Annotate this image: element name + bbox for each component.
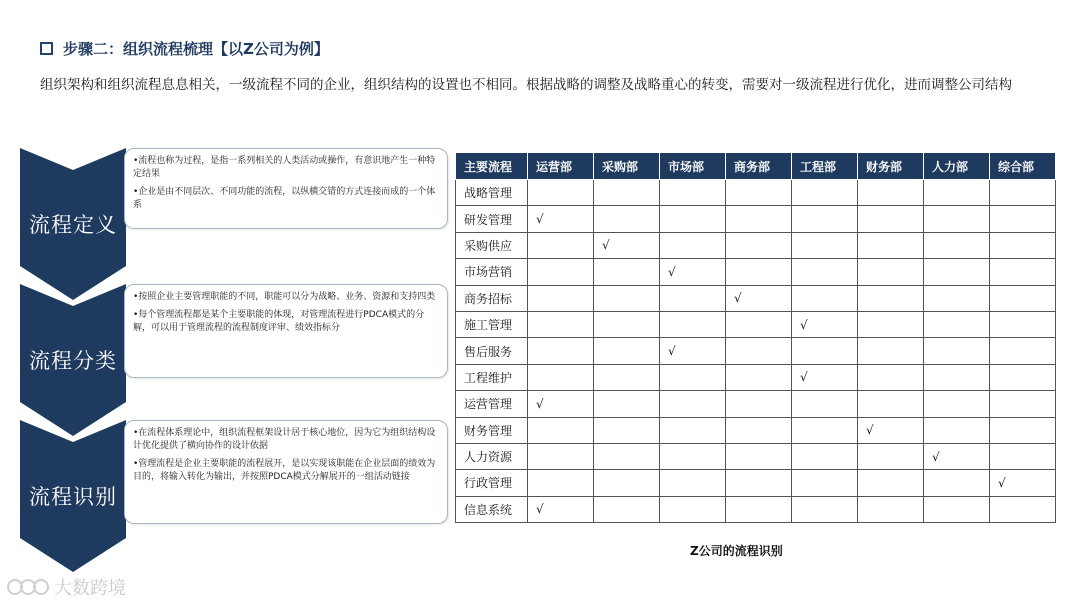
matrix-cell [528, 311, 594, 337]
matrix-cell [660, 311, 726, 337]
matrix-cell [594, 417, 660, 443]
matrix-cell [990, 259, 1056, 285]
matrix-cell [924, 180, 990, 206]
process-name-cell: 信息系统 [456, 496, 528, 522]
matrix-cell [594, 180, 660, 206]
table-row [456, 285, 1056, 311]
department-header: 商务部 [726, 153, 792, 180]
matrix-cell [594, 206, 660, 232]
table-row [456, 259, 1056, 285]
matrix-cell [528, 232, 594, 258]
department-header: 人力部 [924, 153, 990, 180]
matrix-cell: √ [660, 259, 726, 285]
table-row [456, 206, 1056, 232]
matrix-cell [528, 470, 594, 496]
matrix-cell [792, 338, 858, 364]
matrix-cell [660, 470, 726, 496]
matrix-cell [660, 180, 726, 206]
matrix-cell [792, 391, 858, 417]
matrix-cell [594, 285, 660, 311]
matrix-cell [660, 232, 726, 258]
matrix-cell [726, 496, 792, 522]
process-name-cell: 工程维护 [456, 364, 528, 390]
matrix-cell [858, 496, 924, 522]
step-label: 流程识别 [29, 485, 117, 509]
page-title: 步骤二：组织流程梳理【以Z公司为例】 [63, 40, 329, 58]
matrix-cell [858, 443, 924, 469]
matrix-cell: √ [528, 496, 594, 522]
table-row [456, 496, 1056, 522]
process-name-cell: 市场营销 [456, 259, 528, 285]
watermark-text: 大数跨境 [54, 578, 126, 599]
step-label: 流程定义 [29, 213, 117, 237]
matrix-cell [858, 470, 924, 496]
matrix-cell [792, 470, 858, 496]
step-description-card [124, 148, 448, 229]
matrix-cell [726, 232, 792, 258]
matrix-cell [792, 443, 858, 469]
matrix-cell [792, 206, 858, 232]
matrix-cell [990, 496, 1056, 522]
matrix-cell [792, 417, 858, 443]
matrix-cell [924, 391, 990, 417]
matrix-cell [660, 417, 726, 443]
matrix-cell [726, 206, 792, 232]
matrix-cell [726, 470, 792, 496]
process-name-cell: 采购供应 [456, 232, 528, 258]
matrix-cell [660, 364, 726, 390]
matrix-cell: √ [660, 338, 726, 364]
matrix-cell [594, 391, 660, 417]
step-bullet: •管理流程是企业主要职能的流程展开，是以实现该职能在企业层面的绩效为目的，将输入转化为输出，并按照PDCA模式分解展开的一组活动链接 [133, 459, 436, 482]
matrix-cell [594, 364, 660, 390]
matrix-cell [858, 180, 924, 206]
matrix-cell: √ [726, 285, 792, 311]
matrix-cell [594, 311, 660, 337]
matrix-body [456, 180, 1056, 523]
matrix-cell [660, 443, 726, 469]
matrix-cell [528, 338, 594, 364]
table-row [456, 364, 1056, 390]
matrix-cell [660, 206, 726, 232]
matrix-cell [726, 311, 792, 337]
matrix-cell [792, 259, 858, 285]
table-caption: Z公司的流程识别 [690, 544, 783, 558]
matrix-cell [858, 338, 924, 364]
matrix-cell [594, 338, 660, 364]
matrix-cell [726, 417, 792, 443]
matrix-cell: √ [990, 470, 1056, 496]
corner-header: 主要流程 [456, 153, 528, 180]
table-row [456, 417, 1056, 443]
matrix-cell [858, 391, 924, 417]
step-bullet: •每个管理流程都是某个主要职能的体现，对管理流程进行PDCA模式的分解，可以用于管理流程的流程制度评审、绩效指标分 [133, 310, 425, 333]
matrix-cell [990, 180, 1056, 206]
process-name-cell: 运营管理 [456, 391, 528, 417]
matrix-cell [990, 206, 1056, 232]
matrix-cell [792, 180, 858, 206]
matrix-cell [858, 232, 924, 258]
process-name-cell: 售后服务 [456, 338, 528, 364]
matrix-cell [726, 391, 792, 417]
matrix-cell [660, 391, 726, 417]
matrix-cell [924, 311, 990, 337]
intro-paragraph: 组织架构和组织流程息息相关，一级流程不同的企业，组织结构的设置也不相同。根据战略的调整及战略重心的转变，需要对一级流程进行优化，进而调整公司结构 [40, 77, 1012, 93]
table-row [456, 232, 1056, 258]
step-description-card [124, 420, 448, 524]
matrix-cell [660, 285, 726, 311]
matrix-cell [858, 311, 924, 337]
matrix-cell [924, 470, 990, 496]
matrix-cell: √ [792, 311, 858, 337]
department-header: 采购部 [594, 153, 660, 180]
matrix-cell [990, 232, 1056, 258]
watermark [6, 574, 126, 600]
matrix-cell [858, 206, 924, 232]
process-name-cell: 行政管理 [456, 470, 528, 496]
matrix-cell [594, 259, 660, 285]
step-bullet: •在流程体系理论中，组织流程框架设计居于核心地位，因为它为组织结构设计优化提供了横向协作的设计依据 [133, 428, 436, 451]
table-row [456, 338, 1056, 364]
matrix-cell [990, 338, 1056, 364]
matrix-cell [924, 232, 990, 258]
matrix-cell [594, 443, 660, 469]
table-row [456, 391, 1056, 417]
matrix-cell [990, 443, 1056, 469]
matrix-cell [990, 417, 1056, 443]
matrix-cell [726, 180, 792, 206]
department-header: 综合部 [990, 153, 1056, 180]
matrix-cell: √ [528, 206, 594, 232]
step-bullet: •按照企业主要管理职能的不同，职能可以分为战略、业务、资源和支持四类 [133, 292, 436, 302]
table-row [456, 180, 1056, 206]
matrix-cell: √ [924, 443, 990, 469]
matrix-cell [924, 338, 990, 364]
matrix-header-row [456, 153, 1056, 180]
step-bullet: •流程也称为过程，是指一系列相关的人类活动或操作，有意识地产生一种特定结果 [133, 156, 436, 179]
matrix-cell [528, 364, 594, 390]
process-name-cell: 商务招标 [456, 285, 528, 311]
matrix-cell [990, 311, 1056, 337]
matrix-cell: √ [594, 232, 660, 258]
matrix-cell [726, 338, 792, 364]
matrix-cell [726, 364, 792, 390]
matrix-cell [726, 443, 792, 469]
step-bullet: •企业是由不同层次、不同功能的流程，以纵横交错的方式连接而成的一个体系 [133, 187, 436, 210]
matrix-cell [924, 496, 990, 522]
department-header: 市场部 [660, 153, 726, 180]
table-row [456, 470, 1056, 496]
department-header: 财务部 [858, 153, 924, 180]
matrix-cell: √ [792, 364, 858, 390]
matrix-cell: √ [858, 417, 924, 443]
process-name-cell: 施工管理 [456, 311, 528, 337]
table-row [456, 311, 1056, 337]
matrix-cell [858, 259, 924, 285]
watermark-logo-icon [6, 575, 50, 599]
matrix-cell [990, 364, 1056, 390]
matrix-cell [594, 496, 660, 522]
process-department-matrix [455, 152, 1056, 523]
process-name-cell: 财务管理 [456, 417, 528, 443]
step-label: 流程分类 [29, 349, 117, 373]
matrix-cell [924, 259, 990, 285]
matrix-cell [594, 470, 660, 496]
matrix-cell [990, 391, 1056, 417]
matrix-cell [858, 364, 924, 390]
matrix-cell: √ [528, 391, 594, 417]
process-name-cell: 人力资源 [456, 443, 528, 469]
matrix-cell [528, 443, 594, 469]
process-name-cell: 战略管理 [456, 180, 528, 206]
department-header: 运营部 [528, 153, 594, 180]
matrix-cell [528, 180, 594, 206]
matrix-cell [528, 417, 594, 443]
matrix-cell [924, 206, 990, 232]
matrix-cell [924, 285, 990, 311]
square-bullet-icon [40, 42, 53, 55]
department-header: 工程部 [792, 153, 858, 180]
process-name-cell: 研发管理 [456, 206, 528, 232]
matrix-cell [858, 285, 924, 311]
matrix-cell [792, 232, 858, 258]
matrix-cell [924, 417, 990, 443]
step-description-card [124, 284, 448, 378]
title-row [40, 38, 329, 59]
matrix-cell [660, 496, 726, 522]
table-row [456, 443, 1056, 469]
matrix-cell [528, 259, 594, 285]
matrix-cell [528, 285, 594, 311]
matrix-cell [924, 364, 990, 390]
matrix-cell [792, 285, 858, 311]
matrix-cell [990, 285, 1056, 311]
matrix-cell [726, 259, 792, 285]
matrix-cell [792, 496, 858, 522]
